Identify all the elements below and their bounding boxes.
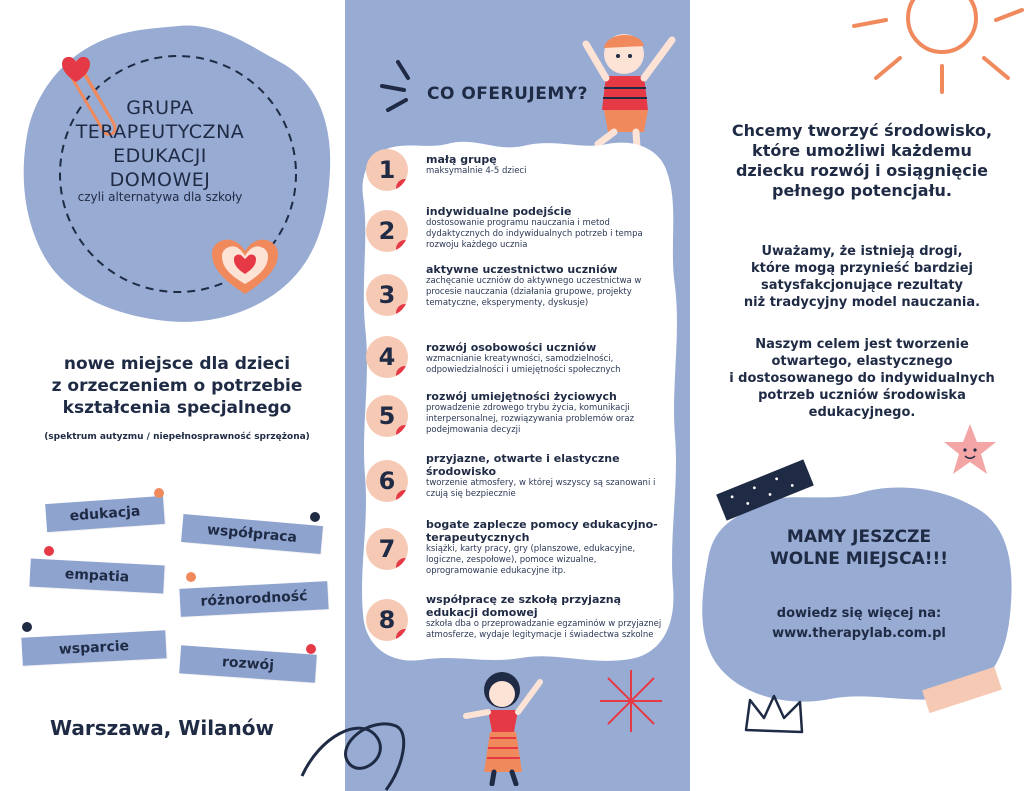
offer-title: bogate zaplecze pomocy edukacyjno-terapeutycznych [426, 518, 658, 544]
badge-title-line: GRUPA [126, 97, 194, 119]
paragraph-line: otwartego, elastycznego [771, 354, 953, 369]
offer-description: tworzenie atmosfery, w której wszyscy są szanowani i czują się bezpiecznie [426, 478, 656, 499]
pushpin-icon [186, 572, 196, 582]
offer-number-badge [366, 395, 408, 437]
pushpin-icon [44, 546, 54, 556]
paragraph-line: niż tradycyjny model nauczania. [743, 295, 981, 310]
paragraph-line: i dostosowanego do indywidualnych [729, 371, 995, 386]
paragraph-line: satysfakcjonujące rezultaty [760, 278, 964, 293]
offer-item [426, 593, 666, 641]
goal-paragraph [700, 336, 1024, 421]
offer-description: książki, karty pracy, gry (planszowe, edukacyjne, logiczne, zespołowe), pomoce wizualne, oprogramowanie edukacyjne itp. [426, 544, 636, 576]
offer-item [426, 263, 666, 309]
spots-line: WOLNE MIEJSCA!!! [769, 549, 949, 569]
tag-edukacja: edukacja [45, 496, 165, 532]
offer-item [426, 390, 666, 436]
offer-number-badge [366, 460, 408, 502]
spots-line: MAMY JESZCZE [786, 527, 932, 547]
sparkle-lines-icon [378, 58, 428, 114]
heart-badge-icon [210, 236, 280, 298]
offer-number: 4 [378, 343, 396, 371]
washi-tape-icon [712, 458, 818, 522]
pushpin-icon [154, 488, 164, 498]
offer-number: 3 [378, 281, 396, 309]
offer-number-badge [366, 336, 408, 378]
more-info-label: dowiedz się więcej na: [776, 606, 942, 621]
intro-note: (spektrum autyzmu / niepełnosprawność sprzężona) [44, 432, 310, 442]
offer-description: prowadzenie zdrowego trybu życia, komunikacji interpersonalnej, rozwiązywania problemów oraz podejmowania decyzji [426, 403, 635, 435]
pushpin-icon [22, 622, 32, 632]
offer-number: 2 [378, 217, 396, 245]
intro-line: z orzeczeniem o potrzebie [51, 376, 303, 396]
swirl-icon [300, 706, 410, 791]
offer-description: wzmacnianie kreatywności, samodzielności, odpowiedzialności i umiejętności społecznych [426, 354, 621, 375]
tag-rozwoj: rozwój [179, 645, 317, 682]
sun-icon [846, 0, 1024, 96]
tag-roznorodnosc: różnorodność [179, 581, 328, 617]
girl-illustration [460, 668, 550, 786]
available-spots-title [716, 526, 1002, 570]
offer-title: współpracę ze szkołą przyjazną edukacji domowej [426, 593, 622, 619]
offer-number-badge [366, 528, 408, 570]
offer-title: rozwój umiejętności życiowych [426, 390, 617, 403]
offer-description: zachęcanie uczniów do aktywnego uczestnictwa w procesie nauczania (działania grupowe, projekty tematyczne, eksperymenty, dyskusje) [426, 276, 642, 308]
pushpin-icon [310, 512, 320, 522]
offer-number-badge [366, 149, 408, 191]
intro-line: nowe miejsce dla dzieci [63, 354, 291, 374]
offers-title: CO OFERUJEMY? [427, 84, 588, 104]
offer-number-badge [366, 274, 408, 316]
offer-description: maksymalnie 4-5 dzieci [426, 166, 527, 176]
smiling-star-icon [940, 420, 1000, 480]
paragraph-line: które mogą przynieść bardziej [751, 261, 973, 276]
offer-number-badge [366, 599, 408, 641]
badge-title-line: TERAPEUTYCZNA [75, 121, 245, 143]
offer-number: 7 [378, 535, 396, 563]
mission-lead [700, 121, 1024, 201]
mission-lead-line: Chcemy tworzyć środowisko, [731, 121, 993, 140]
paragraph-line: Naszym celem jest tworzenie [755, 337, 969, 352]
offer-number: 8 [378, 606, 396, 634]
belief-paragraph [700, 243, 1024, 311]
offer-description: szkoła dba o przeprowadzanie egzaminów w przyjaznej atmosferze, wydaje legitymacje i świadectwa szkolne [426, 619, 662, 640]
mission-lead-line: pełnego potencjału. [771, 181, 952, 200]
tag-empatia: empatia [29, 559, 164, 594]
offer-number-badge [366, 210, 408, 252]
offer-title: przyjazne, otwarte i elastyczne środowisko [426, 452, 620, 478]
offer-title: rozwój osobowości uczniów [426, 341, 597, 354]
badge-subtitle: czyli alternatywa dla szkoły [77, 190, 243, 204]
offer-number: 6 [378, 467, 396, 495]
offer-description: dostosowanie programu nauczania i metod dydaktycznych do indywidualnych potrzeb i tempa rozwoju każdego ucznia [426, 218, 643, 250]
offer-title: aktywne uczestnictwo uczniów [426, 263, 618, 276]
offer-item [426, 518, 666, 577]
offer-item [426, 205, 666, 251]
offer-number: 5 [378, 402, 396, 430]
paragraph-line: edukacyjnego. [808, 405, 916, 420]
offer-title: małą grupę [426, 153, 497, 166]
offer-title: indywidualne podejście [426, 205, 572, 218]
paragraph-line: Uważamy, że istnieją drogi, [761, 244, 963, 259]
badge-title [60, 96, 260, 192]
offer-item [426, 452, 666, 500]
crown-icon [740, 690, 810, 746]
intro-line: kształcenia specjalnego [62, 398, 292, 418]
tag-wsparcie: wsparcie [21, 630, 166, 665]
mission-lead-line: które umożliwi każdemu [752, 141, 972, 160]
website-link[interactable]: www.therapylab.com.pl [772, 626, 946, 641]
paragraph-line: potrzeb uczniów środowiska [758, 388, 966, 403]
location-text: Warszawa, Wilanów [50, 716, 275, 740]
tag-wspolpraca: współpraca [181, 514, 323, 554]
offer-item [426, 153, 666, 177]
star-burst-icon [596, 666, 666, 736]
offer-number: 1 [378, 156, 396, 184]
pushpin-icon [306, 644, 316, 654]
washi-tape-pink-icon [920, 660, 1004, 720]
intro-text [18, 353, 336, 419]
badge-title-line: EDUKACJI DOMOWEJ [109, 145, 211, 191]
offer-item [426, 341, 666, 376]
mission-lead-line: dziecku rozwój i osiągnięcie [735, 161, 989, 180]
